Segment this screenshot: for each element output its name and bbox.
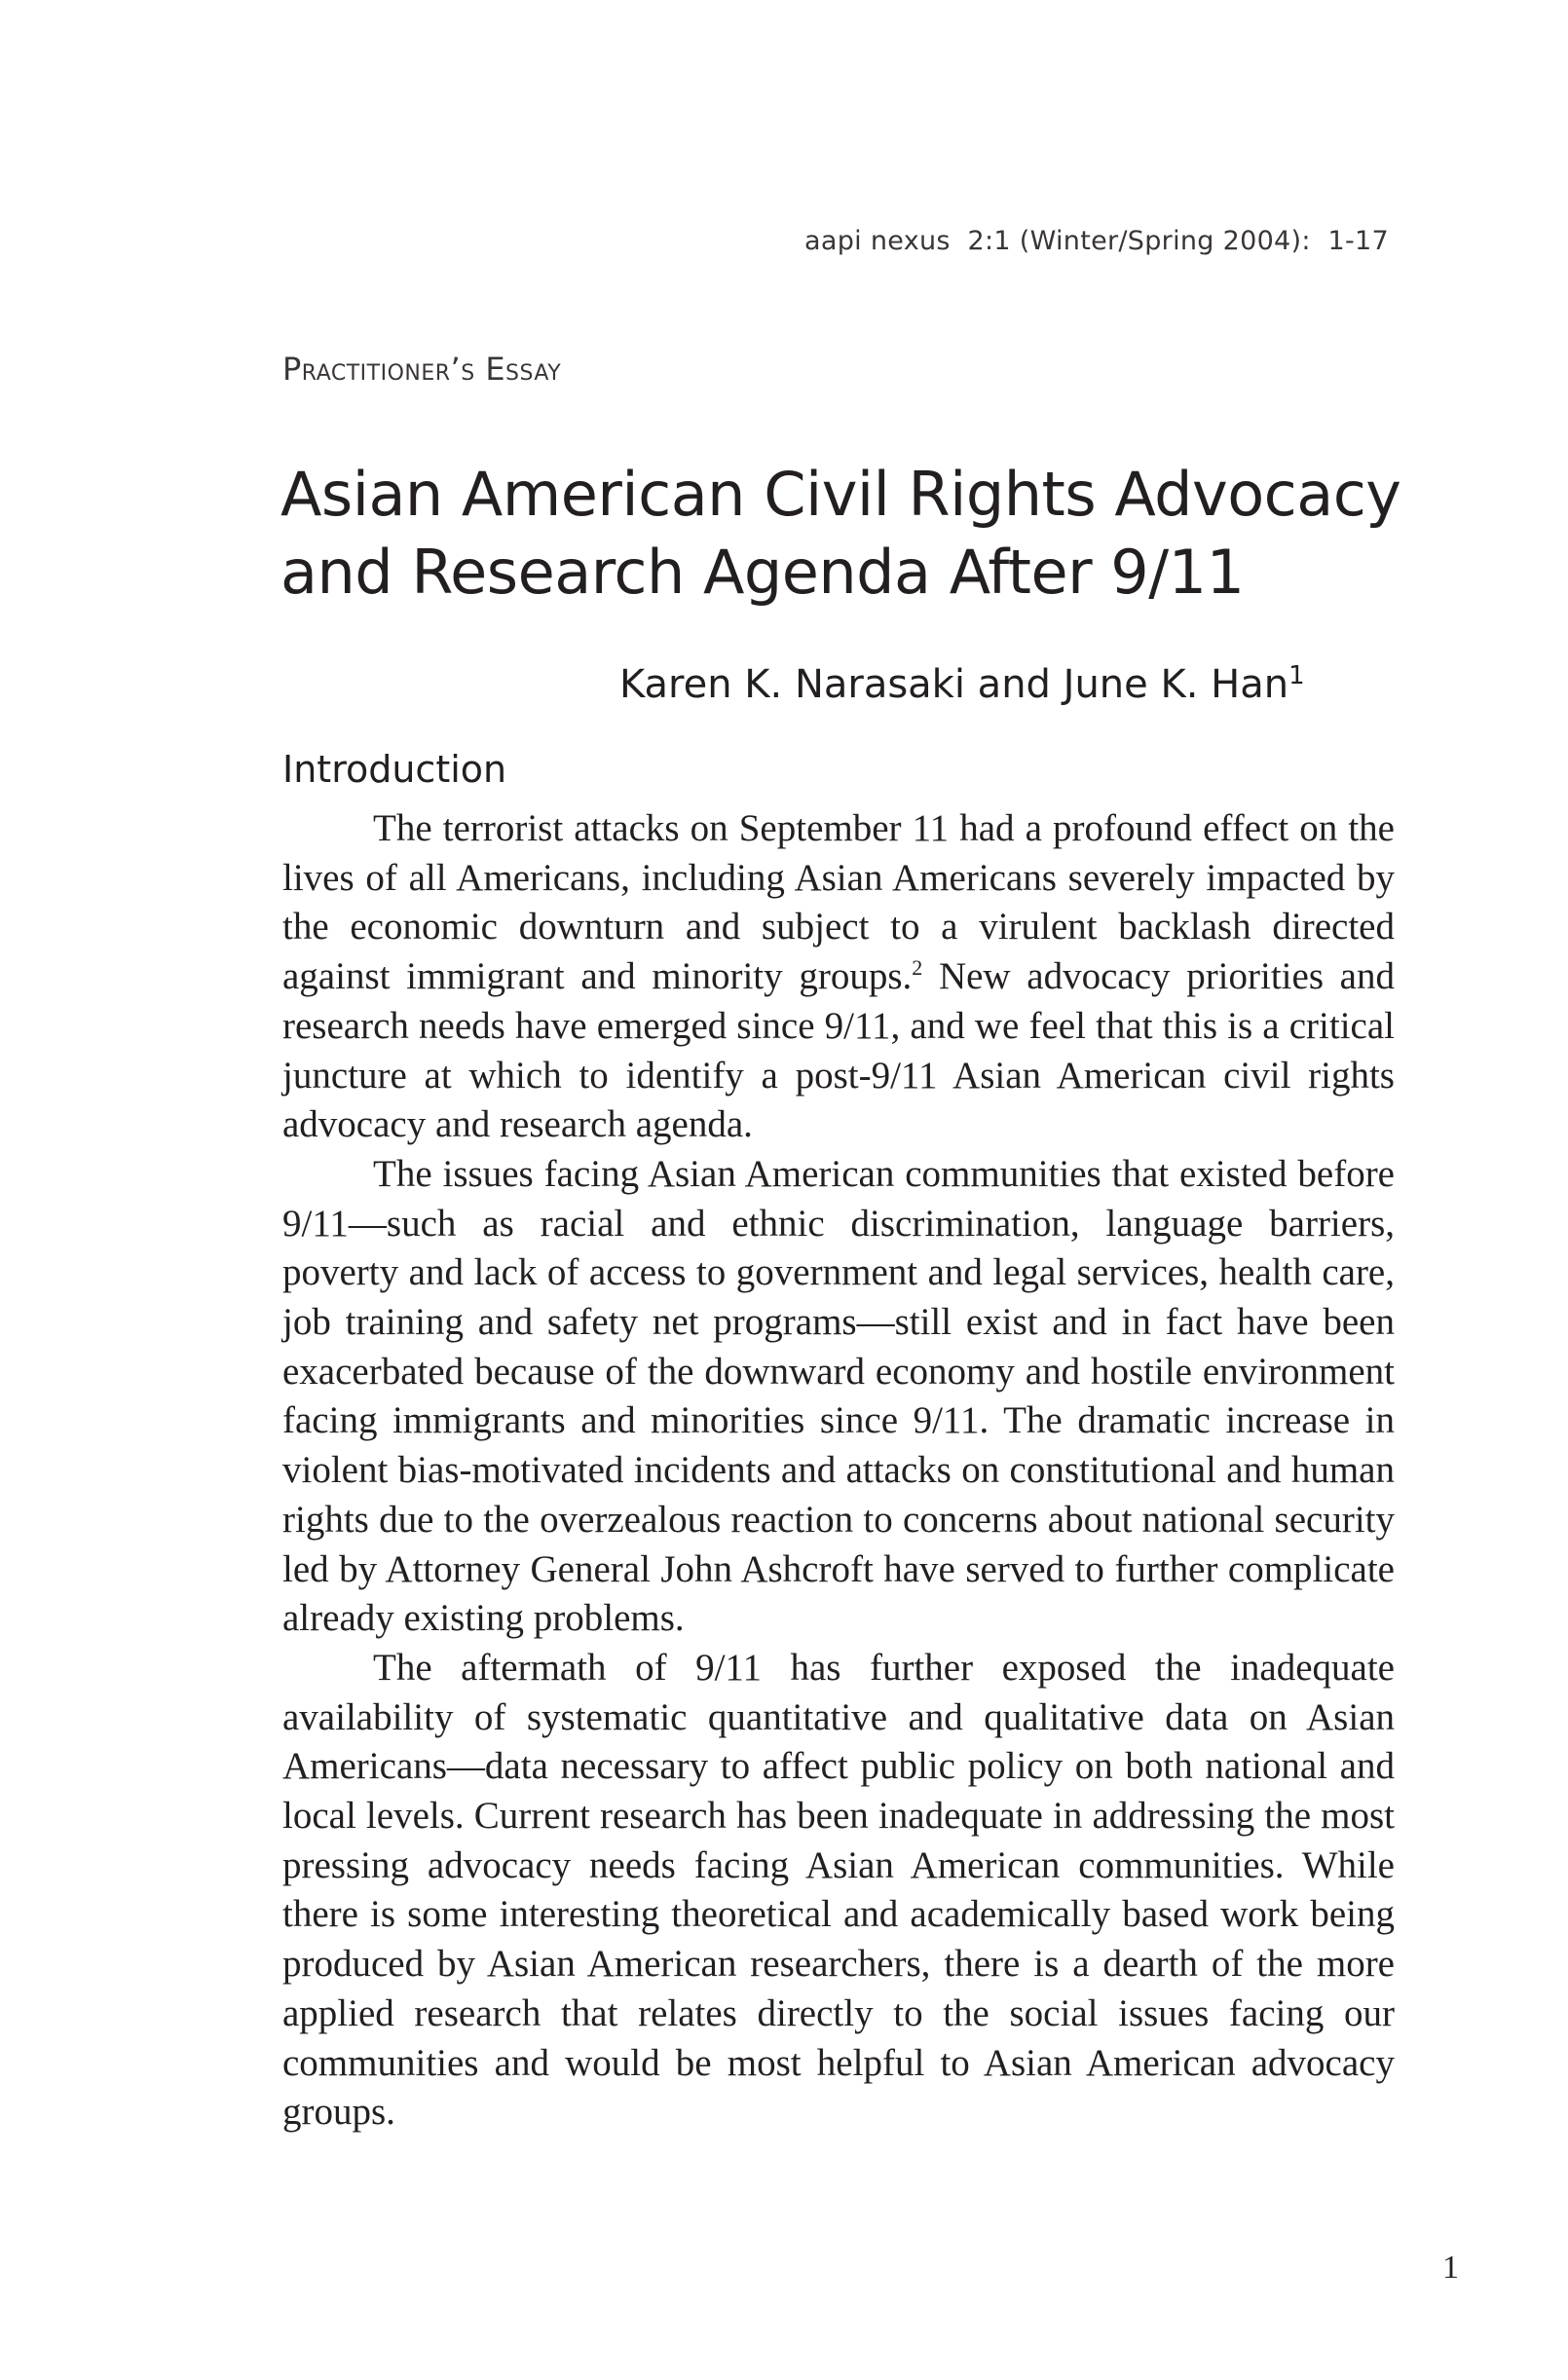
author-byline [619,662,1305,707]
article-title [280,456,1401,612]
page-number: 1 [1442,2250,1459,2286]
paragraph-2: The issues facing Asian American communities that existed before 9/11—such as racial and ethnic discrimination, language barriers, poverty and lack of access to government and legal services, health care, job training and safety net programs—still exist and in fact have been exacerbated because of the downward economy and hostile environment facing immigrants and minorities since 9/11. The dramatic increase in violent bias-motivated incidents and attacks on constitutional and human rights due to the overzealous reaction to concerns about national security led by Attorney General John Ashcroft have served to further complicate already existing problems. [282,1152,1395,1640]
author-footnote-mark: 1 [1288,661,1305,690]
paragraph-1 [282,804,1395,1150]
paragraph-3: The aftermath of 9/11 has further exposed the inadequate availability of systematic quantitative and qualitative data on Asian Americans—data necessary to affect public policy on both national and local levels. Current research has been inadequate in addressing the most pressing advocacy needs facing Asian American communities. While there is some interesting theoretical and academically based work being produced by Asian American researchers, there is a dearth of the more applied research that relates directly to the social issues facing our communities and would be most helpful to Asian American advocacy groups. [282,1646,1395,2134]
section-heading: Introduction [282,748,507,791]
footnote-mark-2: 2 [912,955,923,981]
paragraph-1-tail: New advocacy priorities and research needs have emerged since 9/11, and we feel that this is a critical juncture at which to identify a post-9/11 Asian American civil rights advocacy and research agenda. [282,955,1395,1146]
body-text [282,804,1395,2138]
paragraph-1-text: The terrorist attacks on September 11 had a profound effect on the lives of all Americans, including Asian Americans severely impacted by the economic downturn and subject to a virulent backlash directed against immigrant and minority groups. [282,807,1395,998]
section-label: Practitioner’s Essay [282,351,562,388]
author-names: Karen K. Narasaki and June K. Han [619,662,1289,707]
title-line-1: Asian American Civil Rights Advocacy [280,459,1401,530]
running-head: aapi nexus 2:1 (Winter/Spring 2004): 1-17 [804,226,1389,256]
title-line-2: and Research Agenda After 9/11 [280,537,1245,608]
